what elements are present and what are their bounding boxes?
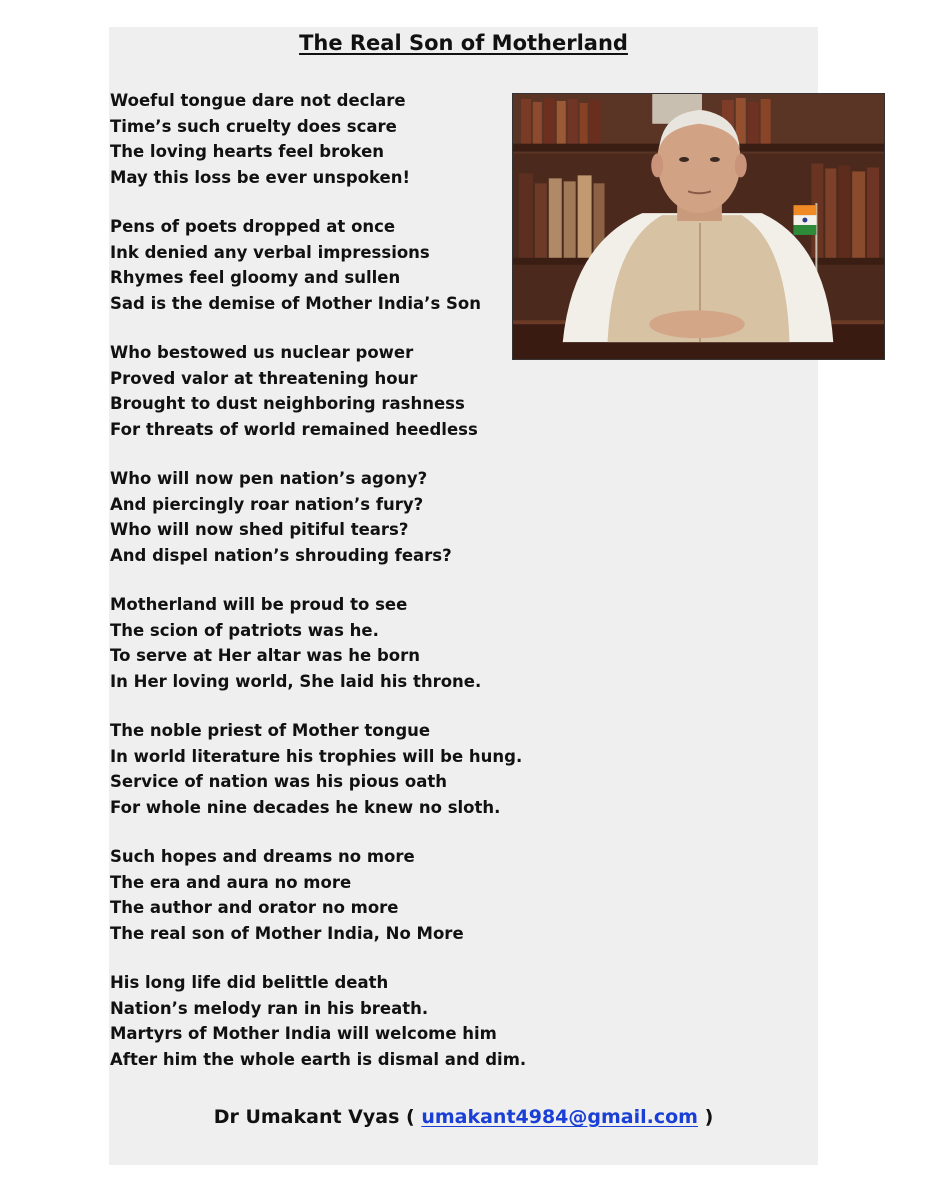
poem-line: Such hopes and dreams no more	[110, 847, 415, 866]
stanza	[110, 88, 510, 190]
portrait-photo	[512, 93, 885, 360]
poem-line: Who will now shed pitiful tears?	[110, 520, 409, 539]
poem-line: And dispel nation’s shrouding fears?	[110, 545, 452, 565]
poem-line: In world literature his trophies will be hung.	[110, 746, 523, 766]
author-signature	[0, 1106, 927, 1128]
poem-line: Time’s such cruelty does scare	[110, 116, 397, 136]
poem-line: Who will now pen nation’s agony?	[110, 469, 428, 488]
poem-line: The author and orator no more	[110, 898, 399, 917]
poem-line: Who bestowed us nuclear power	[110, 343, 414, 362]
stanza	[110, 592, 510, 694]
poem-line: Brought to dust neighboring rashness	[110, 394, 465, 413]
poem-line: Pens of poets dropped at once	[110, 217, 396, 236]
poem-line: Proved valor at threatening hour	[110, 368, 418, 388]
poem-line: Service of nation was his pious oath	[110, 772, 447, 791]
stanza	[110, 718, 523, 820]
poem-line: The real son of Mother India, No More	[110, 923, 464, 943]
author-email-link[interactable]: umakant4984@gmail.com	[421, 1106, 698, 1128]
poem-line: The loving hearts feel broken	[110, 142, 385, 161]
poem-line: Nation’s melody ran in his breath.	[110, 998, 429, 1018]
stanza	[110, 970, 527, 1072]
signature-suffix: )	[697, 1106, 714, 1128]
poem-line: To serve at Her altar was he born	[110, 646, 420, 665]
author-name: Dr Umakant Vyas (	[213, 1106, 422, 1128]
poem-line: Motherland will be proud to see	[110, 595, 408, 614]
poem-line: In Her loving world, She laid his throne.	[110, 671, 482, 691]
stanza	[110, 466, 510, 568]
poem-line: Sad is the demise of Mother India’s Son	[110, 293, 481, 313]
poem-line: The noble priest of Mother tongue	[110, 721, 431, 740]
poem-line: For whole nine decades he knew no sloth.	[110, 797, 501, 817]
poem-line: And piercingly roar nation’s fury?	[110, 494, 424, 514]
stanza	[110, 340, 510, 442]
poem-line: Woeful tongue dare not declare	[110, 91, 406, 110]
poem-line: For threats of world remained heedless	[110, 419, 478, 439]
poem-line: May this loss be ever unspoken!	[110, 167, 410, 187]
poem-line: Martyrs of Mother India will welcome him	[110, 1024, 497, 1043]
poem-line: The scion of patriots was he.	[110, 620, 379, 640]
poem-line: His long life did belittle death	[110, 973, 389, 992]
portrait-illustration	[513, 94, 884, 359]
stanza	[110, 214, 510, 316]
poem-line: Rhymes feel gloomy and sullen	[110, 268, 401, 287]
poem-line: After him the whole earth is dismal and dim.	[110, 1049, 527, 1069]
stanza	[110, 844, 510, 946]
poem-line: The era and aura no more	[110, 872, 352, 892]
poem-body	[110, 88, 527, 1096]
poem-title: The Real Son of Motherland	[299, 31, 628, 55]
poem-line: Ink denied any verbal impressions	[110, 242, 430, 262]
